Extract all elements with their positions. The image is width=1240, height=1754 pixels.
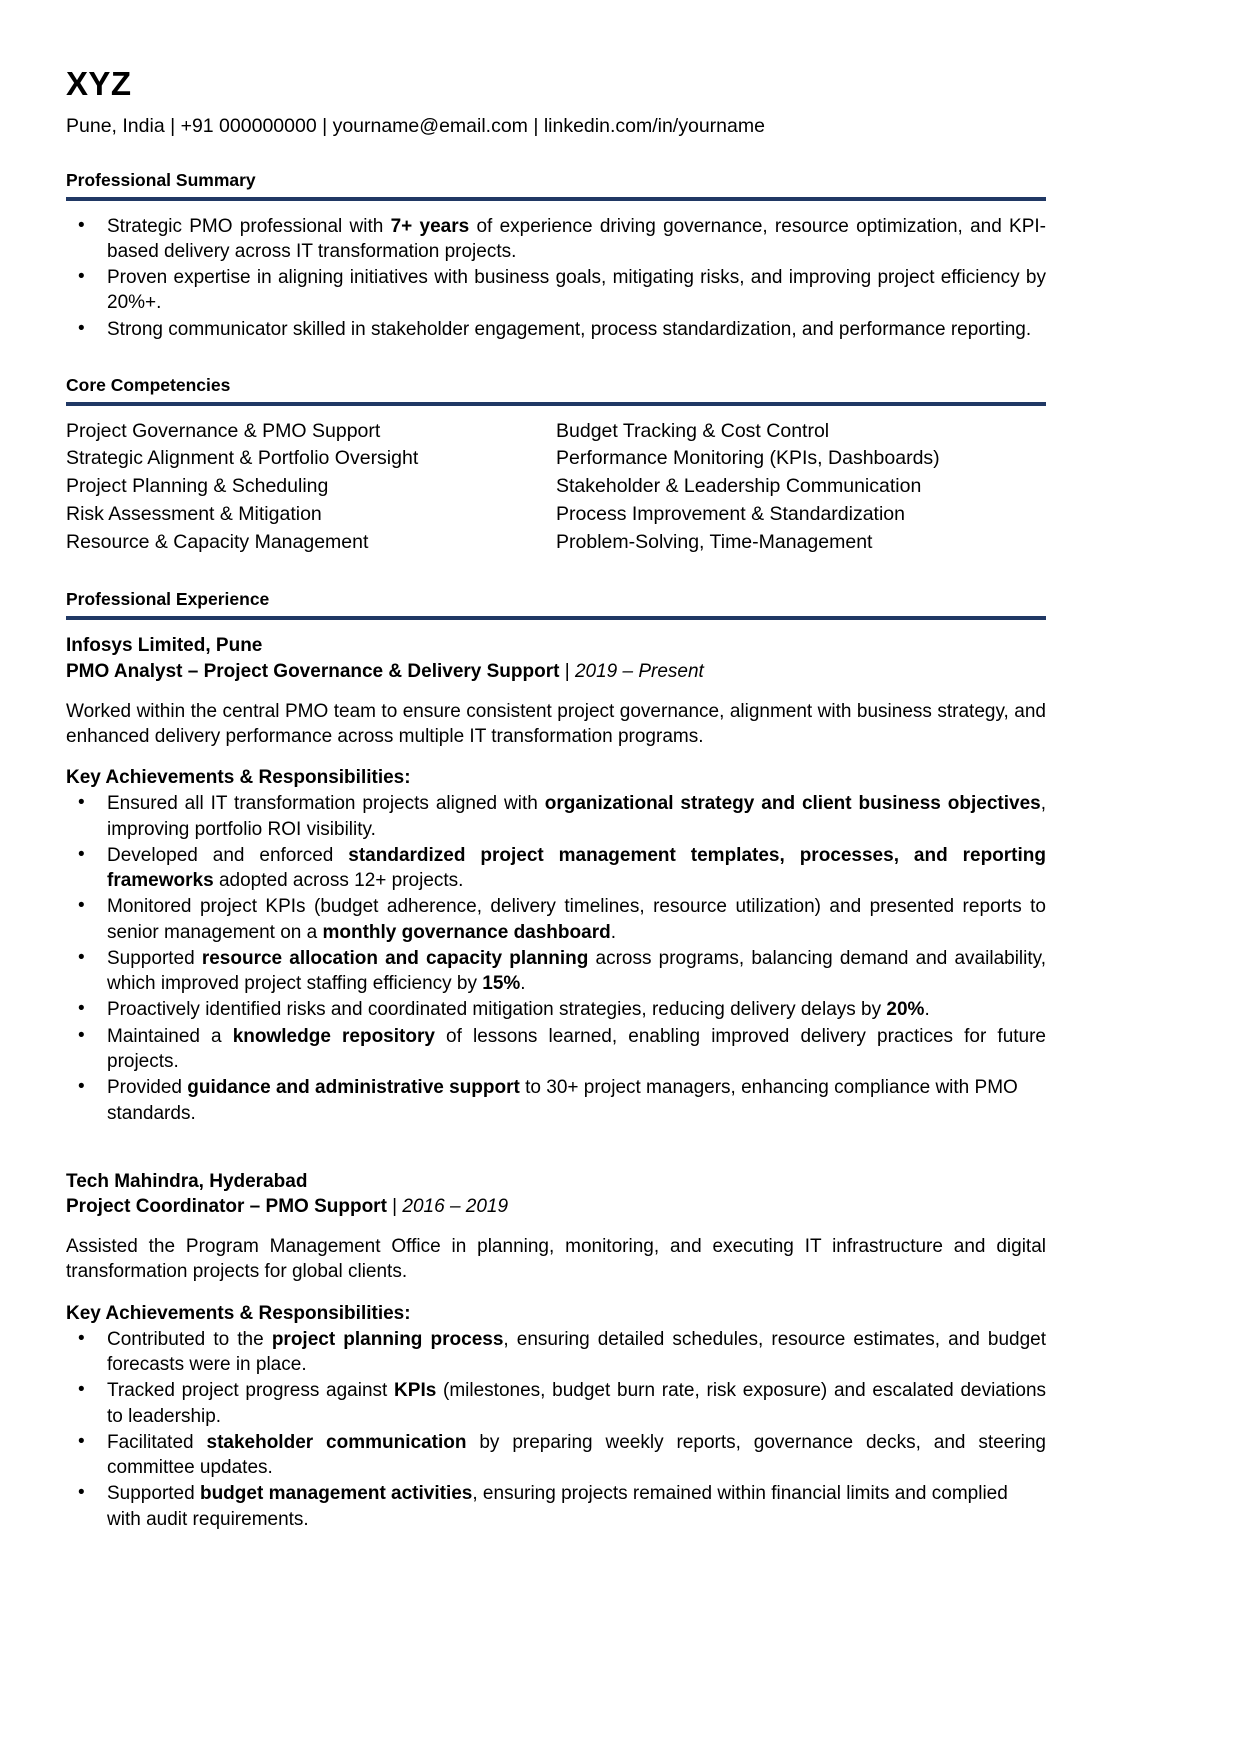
emphasis-text: organizational strategy and client business objectives: [544, 793, 1041, 815]
emphasis-text: 15%: [482, 973, 521, 995]
bullet-item: • Tracked project progress against KPIs (milestones, budget burn rate, risk exposure) and escalated deviations to leadership.: [66, 1378, 1046, 1429]
resume-header: [66, 66, 1046, 140]
spacer: [66, 557, 1046, 583]
job-title: Project Coordinator – PMO Support: [66, 1196, 387, 1218]
competency-item: Performance Monitoring (KPIs, Dashboards): [556, 447, 940, 470]
bullet-item: • Monitored project KPIs (budget adherence, delivery timelines, resource utilization) and presented reports to senior management on a monthly governance dashboard.: [66, 894, 1046, 945]
bullet-item: • Facilitated stakeholder communication by preparing weekly reports, governance decks, and steering committee updates.: [66, 1430, 1046, 1481]
competency-item: Problem-Solving, Time-Management: [556, 530, 873, 553]
job-title-line: [66, 1194, 1046, 1220]
spacer: [66, 343, 1046, 369]
bullet-item: • Proven expertise in aligning initiatives with business goals, mitigating risks, and improving project efficiency by 20%+.: [66, 265, 1046, 316]
job-summary: Assisted the Program Management Office in planning, monitoring, and executing IT infrastructure and digital transformation projects for global clients.: [66, 1236, 1046, 1283]
section-title-experience: Professional Experience: [66, 589, 270, 610]
competencies-left-column: [66, 419, 556, 558]
experience-job-list: [66, 633, 1046, 1532]
job-summary: Worked within the central PMO team to ensure consistent project governance, alignment with business strategy, and enhanced delivery performance across multiple IT transformation programs.: [66, 700, 1046, 747]
emphasis-text: 7+ years: [390, 215, 470, 237]
section-professional-experience: [66, 589, 1046, 1532]
competency-item: Project Governance & PMO Support: [66, 419, 381, 442]
section-core-competencies: [66, 375, 1046, 558]
emphasis-text: 20%: [886, 999, 925, 1021]
achievements-bullet-list: [66, 1327, 1046, 1532]
section-divider-summary: [66, 197, 1046, 201]
competencies-columns: [66, 419, 1046, 558]
emphasis-text: stakeholder communication: [206, 1431, 467, 1453]
contact-line: Pune, India | +91 000000000 | yourname@email.com | linkedin.com/in/yourname: [66, 115, 765, 138]
emphasis-text: standardized project management templates, processes, and reporting frameworks: [107, 844, 1046, 892]
summary-bullet-list: [66, 214, 1046, 342]
competency-item: Stakeholder & Leadership Communication: [556, 475, 922, 498]
emphasis-text: budget management activities: [199, 1483, 473, 1505]
section-divider-competencies: [66, 402, 1046, 406]
experience-entry: [66, 633, 1046, 1153]
spacer: [66, 1127, 1046, 1153]
resume-content: [66, 66, 1046, 1532]
achievements-bullet-list: [66, 791, 1046, 1125]
competencies-right-column: [556, 419, 1046, 558]
employer-name: Infosys Limited, Pune: [66, 635, 263, 657]
competency-item: Process Improvement & Standardization: [556, 502, 906, 525]
achievements-heading: Key Achievements & Responsibilities:: [66, 1302, 411, 1324]
section-divider-experience: [66, 616, 1046, 620]
emphasis-text: project planning process: [271, 1328, 504, 1350]
section-title-competencies: Core Competencies: [66, 374, 231, 395]
candidate-name: XYZ: [66, 65, 132, 102]
employment-dates: 2016 – 2019: [402, 1196, 509, 1218]
bullet-item: • Proactively identified risks and coordinated mitigation strategies, reducing delivery delays by 20%.: [66, 997, 1046, 1022]
job-title-line: [66, 659, 1046, 685]
bullet-item: • Contributed to the project planning process, ensuring detailed schedules, resource estimates, and budget forecasts were in place.: [66, 1327, 1046, 1378]
job-separator: |: [386, 1196, 403, 1218]
competency-item: Project Planning & Scheduling: [66, 475, 329, 498]
bullet-item: • Supported budget management activities, ensuring projects remained within financial limits and complied with audit requirements.: [66, 1481, 1046, 1532]
bullet-item: • Provided guidance and administrative support to 30+ project managers, enhancing compliance with PMO standards.: [66, 1075, 1046, 1126]
job-separator: |: [559, 660, 575, 682]
section-professional-summary: [66, 170, 1046, 342]
competency-item: Risk Assessment & Mitigation: [66, 502, 322, 525]
competency-item: Strategic Alignment & Portfolio Oversight: [66, 447, 419, 470]
emphasis-text: monthly governance dashboard: [322, 921, 611, 943]
emphasis-text: guidance and administrative support: [187, 1077, 520, 1099]
competency-item: Budget Tracking & Cost Control: [556, 419, 830, 442]
emphasis-text: resource allocation and capacity planning: [201, 947, 589, 969]
bullet-item: • Strong communicator skilled in stakeholder engagement, process standardization, and performance reporting.: [66, 317, 1046, 342]
employer-name: Tech Mahindra, Hyderabad: [66, 1170, 308, 1192]
emphasis-text: KPIs: [394, 1380, 437, 1402]
bullet-item: • Maintained a knowledge repository of lessons learned, enabling improved delivery practices for future projects.: [66, 1024, 1046, 1075]
emphasis-text: knowledge repository: [232, 1025, 435, 1047]
bullet-item: • Ensured all IT transformation projects aligned with organizational strategy and client business objectives, improving portfolio ROI visibility.: [66, 791, 1046, 842]
experience-entry: [66, 1169, 1046, 1532]
job-title: PMO Analyst – Project Governance & Delivery Support: [66, 660, 560, 682]
employment-dates: 2019 – Present: [574, 660, 704, 682]
competency-item: Resource & Capacity Management: [66, 530, 369, 553]
section-title-summary: Professional Summary: [66, 169, 256, 190]
bullet-item: • Developed and enforced standardized project management templates, processes, and reporting frameworks adopted across 12+ projects.: [66, 843, 1046, 894]
achievements-heading: Key Achievements & Responsibilities:: [66, 767, 411, 789]
bullet-item: • Supported resource allocation and capacity planning across programs, balancing demand and availability, which improved project staffing efficiency by 15%.: [66, 946, 1046, 997]
bullet-item: • Strategic PMO professional with 7+ years of experience driving governance, resource optimization, and KPI-based delivery across IT transformation projects.: [66, 214, 1046, 265]
